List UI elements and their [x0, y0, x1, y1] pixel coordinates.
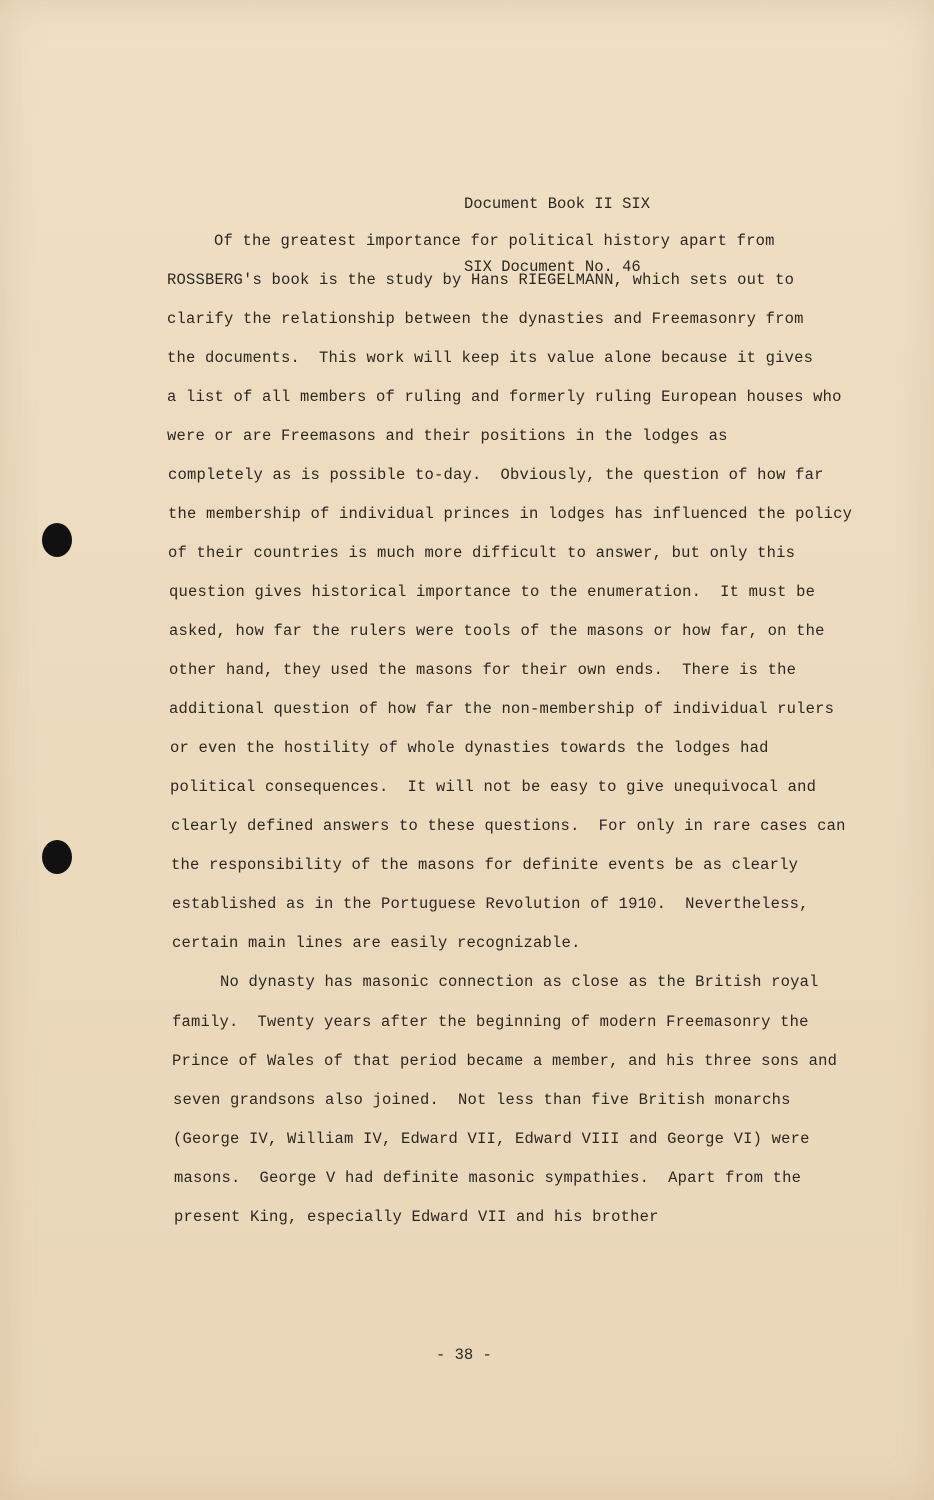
text-line: completely as is possible to-day. Obviously, the question of how far	[168, 466, 824, 484]
text-line: No dynasty has masonic connection as close as the British royal	[220, 973, 819, 991]
text-line: Of the greatest importance for political history apart from	[214, 232, 775, 250]
text-line: other hand, they used the masons for their own ends. There is the	[169, 661, 797, 679]
text-line: the membership of individual princes in lodges has influenced the policy	[168, 505, 853, 523]
text-line: seven grandsons also joined. Not less than five British monarchs	[173, 1091, 791, 1109]
punch-hole	[42, 840, 72, 874]
text-line: additional question of how far the non-membership of individual rulers	[169, 700, 835, 718]
text-line: clearly defined answers to these questions. For only in rare cases can	[171, 817, 846, 835]
text-line: asked, how far the rulers were tools of the masons or how far, on the	[169, 622, 825, 640]
text-line: the responsibility of the masons for definite events be as clearly	[171, 856, 799, 874]
text-line: ROSSBERG's book is the study by Hans RIEGELMANN, which sets out to	[167, 271, 795, 289]
text-line: of their countries is much more difficult to answer, but only this	[168, 544, 796, 562]
text-line: certain main lines are easily recognizable.	[172, 934, 581, 952]
punch-hole	[42, 523, 72, 557]
text-line: Prince of Wales of that period became a member, and his three sons and	[172, 1052, 838, 1070]
text-line: or even the hostility of whole dynasties towards the lodges had	[170, 739, 769, 757]
text-line: (George IV, William IV, Edward VII, Edward VIII and George VI) were	[173, 1130, 810, 1148]
text-line: political consequences. It will not be easy to give unequivocal and	[170, 778, 817, 796]
document-book-label: Document Book II SIX	[464, 195, 651, 213]
text-line: family. Twenty years after the beginning of modern Freemasonry the	[172, 1013, 809, 1031]
text-line: were or are Freemasons and their positions in the lodges as	[167, 427, 728, 445]
text-line: masons. George V had definite masonic sympathies. Apart from the	[174, 1169, 802, 1187]
text-line: a list of all members of ruling and formerly ruling European houses who	[167, 388, 842, 406]
text-line: question gives historical importance to the enumeration. It must be	[169, 583, 816, 601]
text-line: present King, especially Edward VII and his brother	[174, 1208, 659, 1226]
text-line: established as in the Portuguese Revolution of 1910. Nevertheless,	[172, 895, 809, 913]
text-line: the documents. This work will keep its value alone because it gives	[167, 349, 814, 367]
document-number-label: SIX Document No. 46	[464, 258, 641, 276]
text-line: clarify the relationship between the dynasties and Freemasonry from	[167, 310, 804, 328]
page-number: - 38 -	[436, 1346, 492, 1364]
